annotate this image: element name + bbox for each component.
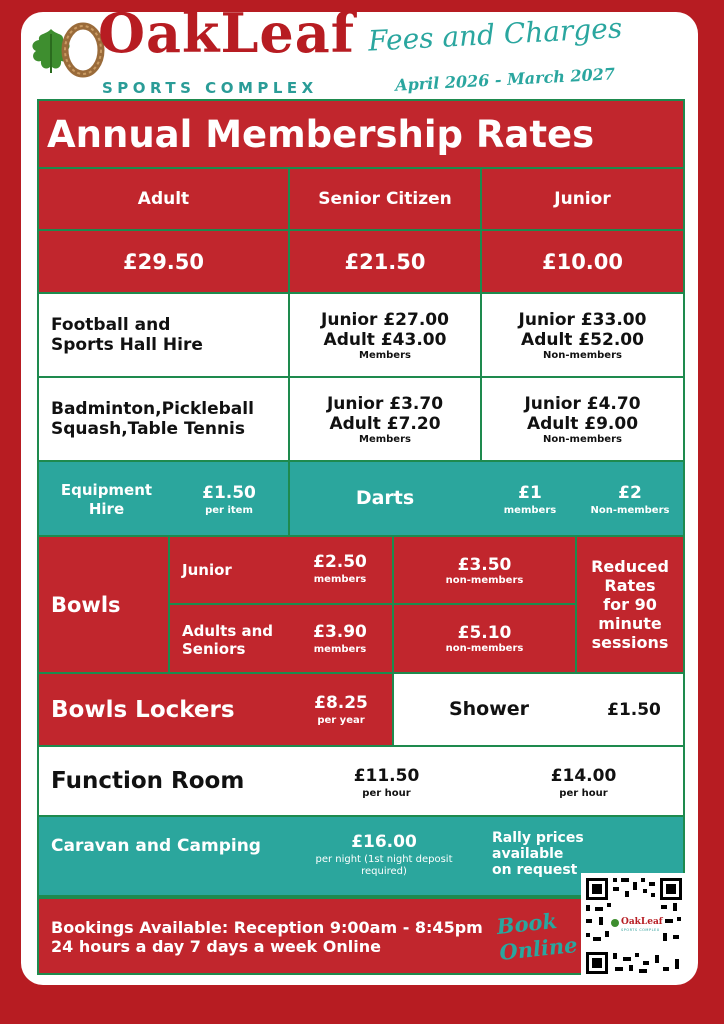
badminton-members-cell — [288, 376, 482, 462]
bowls-reduced-5: sessions — [591, 633, 669, 653]
bowls-reduced-4: minute — [598, 614, 662, 634]
brand-name: OakLeaf — [98, 1, 355, 65]
bowls-reduced-3: for 90 — [603, 594, 657, 614]
football-nonmembers-note: Non-members — [543, 349, 622, 361]
badminton-nonmembers-cell — [480, 376, 685, 462]
bowls-label-cell — [37, 535, 170, 674]
lockers-label: Bowls Lockers — [51, 697, 235, 723]
shower-cell — [392, 672, 685, 747]
football-members-junior: Junior £27.00 — [321, 309, 449, 330]
bowls-junior-label: Junior — [182, 561, 232, 579]
book-online-line-2: Online — [498, 932, 579, 966]
caravan-rally-2: available — [492, 846, 564, 862]
football-nonmembers-junior: Junior £33.00 — [518, 309, 647, 330]
annual-title-cell — [37, 99, 685, 169]
bowls-junior-members-note: members — [313, 574, 367, 585]
price-grid — [37, 99, 685, 975]
bowls-junior-nonmembers-note: non-members — [445, 574, 524, 586]
qr-leaf-icon — [611, 919, 619, 927]
booking-qr-code[interactable] — [581, 873, 687, 979]
senior-label-cell — [288, 167, 482, 231]
junior-price-cell — [480, 229, 685, 294]
footer-line-1: Bookings Available: Reception 9:00am - 8:45pm — [51, 918, 483, 937]
bowls-label: Bowls — [51, 592, 121, 617]
book-online-text — [495, 906, 578, 966]
annual-title: Annual Membership Rates — [47, 112, 595, 156]
football-members-cell — [288, 292, 482, 378]
badminton-members-adult: Adult £7.20 — [329, 413, 441, 434]
lockers-price: £8.25 — [314, 693, 368, 713]
caravan-label: Caravan and Camping — [51, 836, 261, 856]
senior-label: Senior Citizen — [318, 189, 452, 209]
football-nonmembers-cell — [480, 292, 685, 378]
function-room-note-1: per hour — [362, 788, 411, 799]
caravan-rally-3: on request — [492, 862, 578, 878]
darts-nonmembers-price: £2 — [618, 483, 642, 503]
badminton-label-2: Squash,Table Tennis — [51, 419, 246, 439]
function-room-price-2: £14.00 — [550, 766, 617, 786]
bowls-adult-label-1: Adults and — [182, 622, 274, 640]
darts-nonmembers-note: Non-members — [590, 505, 670, 516]
bowls-reduced-cell — [575, 535, 685, 674]
bowls-adult-members-cell — [168, 603, 394, 674]
badminton-nonmembers-junior: Junior £4.70 — [524, 393, 641, 414]
function-room-note-2: per hour — [559, 788, 608, 799]
bowls-junior-members-price: £2.50 — [313, 552, 367, 572]
equipment-label-2: Hire — [88, 500, 125, 518]
bowls-junior-members-cell — [168, 535, 394, 605]
bowls-reduced-2: Rates — [604, 575, 656, 595]
football-label-1: Football and — [51, 315, 171, 335]
football-nonmembers-adult: Adult £52.00 — [521, 329, 644, 350]
football-members-adult: Adult £43.00 — [323, 329, 447, 350]
bowls-junior-nonmembers-price: £3.50 — [457, 554, 512, 575]
football-label-cell — [37, 292, 290, 378]
junior-price: £10.00 — [541, 249, 624, 274]
shower-price: £1.50 — [607, 700, 661, 720]
darts-label: Darts — [355, 487, 415, 509]
football-members-note: Members — [359, 349, 411, 361]
bowls-reduced-1: Reduced — [591, 556, 669, 576]
adult-price: £29.50 — [122, 249, 205, 274]
equipment-label-1: Equipment — [60, 481, 153, 499]
function-room-price-1: £11.50 — [353, 766, 420, 786]
brand-subtitle: SPORTS COMPLEX — [102, 79, 318, 97]
lockers-cell — [37, 672, 394, 747]
bowls-adult-nonmembers-cell — [392, 603, 577, 674]
function-room-cell — [37, 745, 685, 817]
shower-label: Shower — [448, 698, 530, 720]
function-room-label: Function Room — [51, 768, 245, 794]
lockers-note: per year — [317, 715, 365, 726]
badminton-label-1: Badminton,Pickleball — [51, 399, 254, 419]
header-title: Fees and Charges — [367, 11, 623, 58]
badminton-nonmembers-adult: Adult £9.00 — [526, 413, 639, 434]
bowls-adult-label-2: Seniors — [182, 640, 246, 658]
bowls-adult-members-price: £3.90 — [313, 622, 367, 642]
equipment-note: per item — [205, 505, 253, 516]
adult-label: Adult — [137, 189, 190, 209]
badminton-nonmembers-note: Non-members — [543, 433, 622, 445]
adult-label-cell — [37, 167, 290, 231]
darts-cell — [288, 460, 685, 537]
caravan-rally-1: Rally prices — [492, 830, 584, 846]
equipment-price: £1.50 — [202, 483, 256, 503]
senior-price-cell — [288, 229, 482, 294]
badminton-members-note: Members — [359, 433, 411, 445]
qr-logo-text: OakLeaf — [621, 917, 663, 927]
badminton-members-junior: Junior £3.70 — [326, 393, 444, 414]
bowls-adult-members-note: members — [313, 644, 367, 655]
junior-label-cell — [480, 167, 685, 231]
book-online-line-1: Book — [495, 907, 559, 940]
badminton-label-cell — [37, 376, 290, 462]
equipment-cell — [37, 460, 290, 537]
football-label-2: Sports Hall Hire — [51, 335, 203, 355]
adult-price-cell — [37, 229, 290, 294]
caravan-price: £16.00 — [351, 832, 417, 852]
caravan-note-1: per night (1st night deposit — [315, 854, 453, 865]
darts-members-price: £1 — [518, 483, 542, 503]
bowls-adult-nonmembers-note: non-members — [445, 643, 524, 654]
caravan-note-2: required) — [361, 866, 407, 877]
qr-logo-sub: SPORTS COMPLEX — [621, 928, 660, 932]
header-dates: April 2026 - March 2027 — [394, 64, 616, 95]
darts-members-note: members — [503, 505, 557, 516]
bowls-junior-nonmembers-cell — [392, 535, 577, 605]
bowls-adult-nonmembers-price: £5.10 — [457, 623, 512, 643]
junior-label: Junior — [554, 189, 611, 209]
footer-line-2: 24 hours a day 7 days a week Online — [51, 937, 381, 956]
senior-price: £21.50 — [344, 249, 426, 274]
